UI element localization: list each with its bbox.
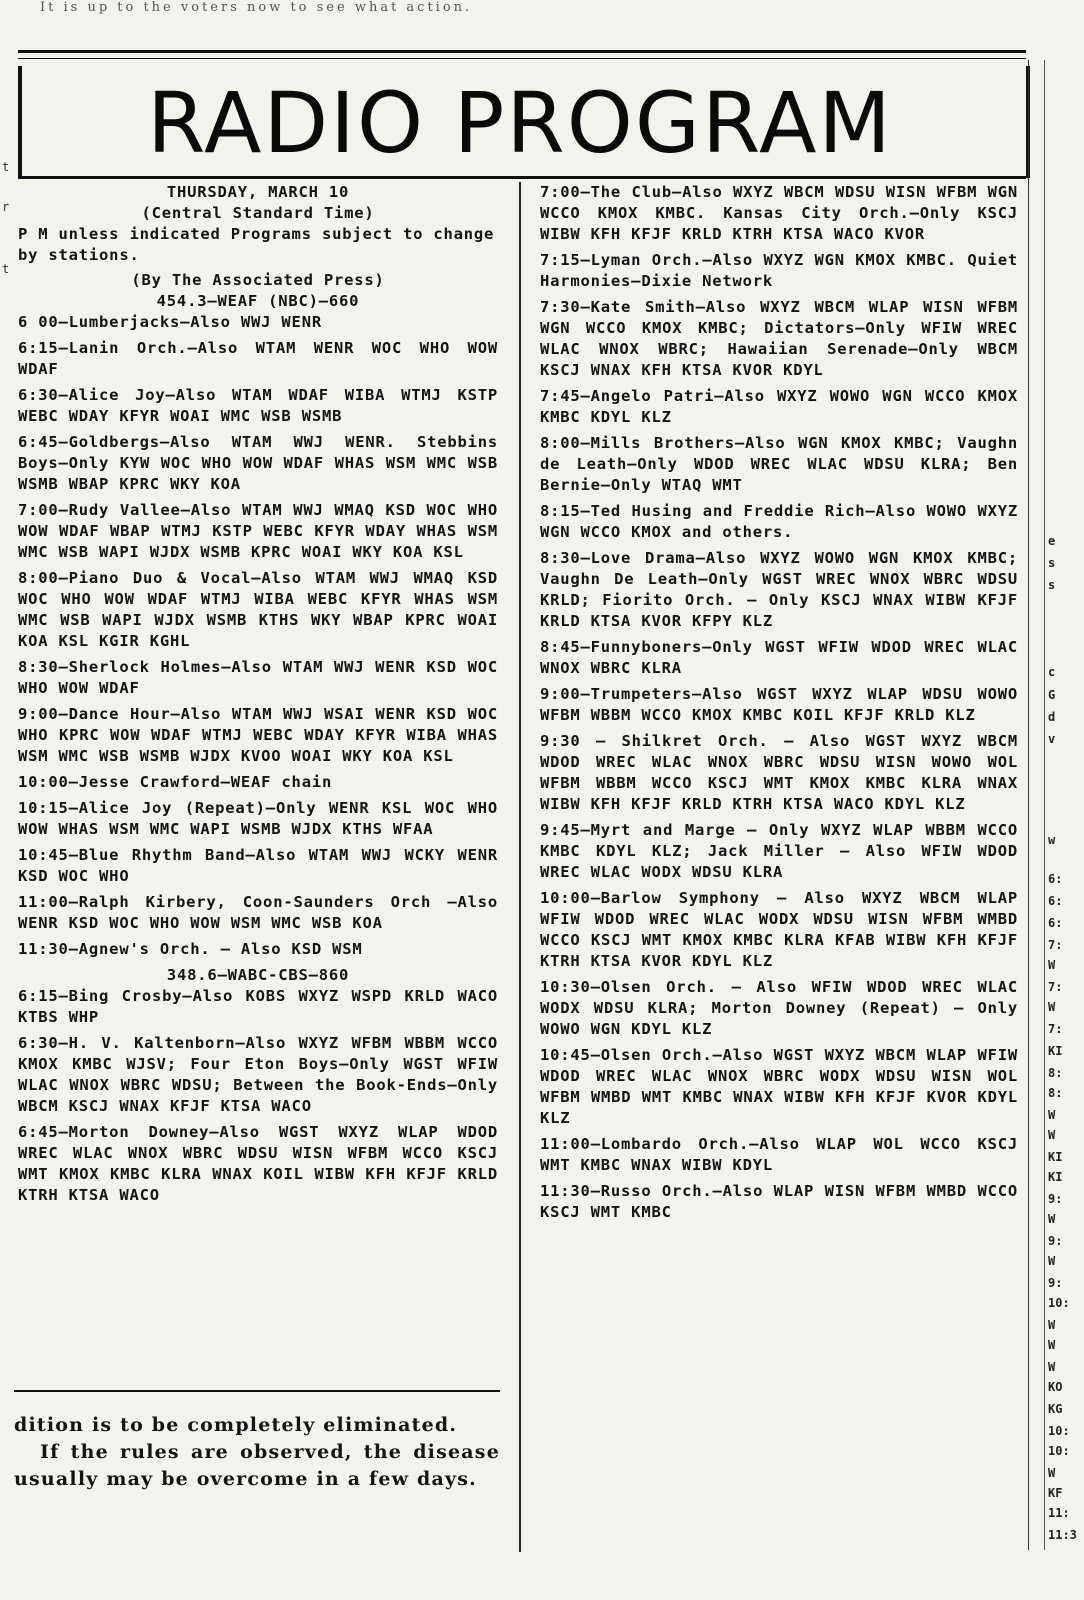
program-entry: 10:00—Jesse Crawford—WEAF chain — [18, 773, 333, 791]
edge-fragment: 7: — [1048, 980, 1063, 994]
edge-fragment: 8: — [1048, 1086, 1063, 1100]
top-text-fragment: It is up to the voters now to see what action. — [40, 0, 473, 14]
program-entry: 10:45—Blue Rhythm Band—Also WTAM WWJ WCKY WENR KSD WOC WHO — [18, 846, 498, 885]
program-entry: 11:30—Agnew's Orch. — Also KSD WSM — [18, 940, 363, 958]
edge-fragment: s — [1048, 556, 1056, 570]
margin-mark: t — [2, 160, 10, 174]
program-entry: 8:30—Love Drama—Also WXYZ WOWO WGN KMOX KMBC; Vaughn De Leath—Only WGST WREC WNOX WBRC WDSU KRLD; Fiorito Orch. — Only KSCJ WNAX WIBW KFJF KRLD KTSA KVOR KFPY KLZ — [540, 549, 1018, 630]
program-entry: 11:30—Russo Orch.—Also WLAP WISN WFBM WMBD WCCO KSCJ WMT KMBC — [540, 1182, 1018, 1221]
edge-fragment: 7: — [1048, 938, 1063, 952]
edge-fragment: W — [1048, 1212, 1056, 1226]
story-line: dition is to be completely eliminated. — [14, 1414, 458, 1436]
masthead-top-rule — [18, 50, 1026, 53]
edge-fragment: v — [1048, 732, 1056, 746]
program-entry: 6 00—Lumberjacks—Also WWJ WENR — [18, 313, 322, 331]
wire-credit: (By The Associated Press) — [131, 271, 385, 289]
edge-fragment: KF — [1048, 1486, 1063, 1500]
station-header-wabc: 348.6—WABC-CBS—860 — [166, 966, 350, 984]
edge-fragment: KI — [1048, 1150, 1063, 1164]
program-entry: 6:30—H. V. Kaltenborn—Also WXYZ WFBM WBBM WCCO KMOX KMBC WJSV; Four Eton Boys—Only WGST WFIW WLAC WNOX WBRC WDSU; Between the Book-Ends—Only WBCM KSCJ WNAX KFJF KTSA WACO — [18, 1034, 498, 1115]
edge-fragment: 6: — [1048, 916, 1063, 930]
program-entry: 10:00—Barlow Symphony — Also WXYZ WBCM WLAP WFIW WDOD WREC WLAC WODX WDSU WISN WFBM WMBD WCCO KSCJ WMT KMOX KMBC KLRA KFAB WIBW KFH KFJF KTRH KTSA KVOR KDYL KLZ — [540, 889, 1018, 970]
edge-fragment: s — [1048, 578, 1056, 592]
timezone-note: (Central Standard Time) — [141, 204, 375, 222]
column-divider — [519, 182, 521, 1552]
edge-fragment: 9: — [1048, 1276, 1063, 1290]
program-entry: 10:30—Olsen Orch. — Also WFIW WDOD WREC WLAC WODX WDSU KLRA; Morton Downey (Repeat) — Only WOWO WGN KDYL KLZ — [540, 978, 1018, 1038]
edge-fragment: W — [1048, 1128, 1056, 1142]
edge-fragment: W — [1048, 1000, 1056, 1014]
masthead-top-rule-thin — [18, 58, 1026, 59]
edge-fragment: KI — [1048, 1044, 1063, 1058]
program-entry: 8:00—Mills Brothers—Also WGN KMOX KMBC; Vaughn de Leath—Only WDOD WREC WLAC WDSU KLRA; Ben Bernie—Only WTAQ WMT — [540, 434, 1018, 494]
edge-fragment: W — [1048, 1254, 1056, 1268]
edge-fragment: W — [1048, 958, 1056, 972]
program-entry: 8:15—Ted Husing and Freddie Rich—Also WOWO WXYZ WGN WCCO KMOX and others. — [540, 502, 1018, 541]
program-entry: 6:15—Lanin Orch.—Also WTAM WENR WOC WHO WOW WDAF — [18, 339, 498, 378]
page-edge-line — [1028, 60, 1029, 1550]
edge-fragment: 9: — [1048, 1234, 1063, 1248]
edge-fragment: W — [1048, 1338, 1056, 1352]
edge-fragment: e — [1048, 534, 1056, 548]
program-entry: 6:15—Bing Crosby—Also KOBS WXYZ WSPD KRLD WACO KTBS WHP — [18, 987, 498, 1026]
program-entry: 10:15—Alice Joy (Repeat)—Only WENR KSL WOC WHO WOW WHAS WSM WMC WAPI WSMB WJDX KTHS WFAA — [18, 799, 498, 838]
left-listings-column — [18, 182, 498, 1211]
program-entry: 9:00—Trumpeters—Also WGST WXYZ WLAP WDSU WOWO WFBM WBBM WCCO KMOX KMBC KOIL KFJF KRLD KLZ — [540, 685, 1018, 724]
edge-fragment: 10: — [1048, 1424, 1070, 1438]
program-entry: 9:00—Dance Hour—Also WTAM WWJ WSAI WENR KSD WOC WHO KPRC WOW WDAF WTMJ WEBC WDAY KFYR WIBA WHAS WSM WMC WSB WSMB WJDX KVOO WOAI WKY KOA KSL — [18, 705, 498, 765]
program-entry: 7:30—Kate Smith—Also WXYZ WBCM WLAP WISN WFBM WGN WCCO KMOX KMBC; Dictators—Only WFIW WREC WLAC WNOX WBRC; Hawaiian Serenade—Only WBCM KSCJ WNAX KFH KTSA KVOR KDYL — [540, 298, 1018, 379]
edge-fragment: G — [1048, 688, 1056, 702]
edge-fragment: 6: — [1048, 894, 1063, 908]
masthead-bottom-rule — [18, 176, 1026, 179]
edge-fragment: w — [1048, 833, 1056, 847]
edge-fragment: 8: — [1048, 1066, 1063, 1080]
program-entry: 7:00—The Club—Also WXYZ WBCM WDSU WISN WFBM WGN WCCO KMOX KMBC. Kansas City Orch.—Only KSCJ WIBW KFH KFJF KRLD KTRH KTSA WACO KVOR — [540, 183, 1018, 243]
program-entry: 9:45—Myrt and Marge — Only WXYZ WLAP WBBM WCCO KMBC KDYL KLZ; Jack Miller — Also WFIW WDOD WREC WLAC WODX WDSU KLRA — [540, 821, 1018, 881]
story-paragraph: If the rules are observed, the disease usually may be overcome in a few days. — [14, 1441, 500, 1490]
masthead-title: RADIO PROGRAM — [147, 74, 893, 172]
story-fragment — [14, 1412, 500, 1493]
edge-fragment: 10: — [1048, 1296, 1070, 1310]
edge-fragment: KG — [1048, 1402, 1063, 1416]
edge-fragment: 10: — [1048, 1444, 1070, 1458]
program-entry: 6:30—Alice Joy—Also WTAM WDAF WIBA WTMJ KSTP WEBC WDAY KFYR WOAI WMC WSB WSMB — [18, 386, 498, 425]
dateline: THURSDAY, MARCH 10 — [166, 183, 350, 201]
edge-fragment: 6: — [1048, 872, 1063, 886]
schedule-note: P M unless indicated Programs subject to change by stations. — [18, 225, 495, 264]
program-entry: 11:00—Lombardo Orch.—Also WLAP WOL WCCO KSCJ WMT KMBC WNAX WIBW KDYL — [540, 1135, 1018, 1174]
margin-mark: r — [2, 200, 10, 214]
right-listings-column — [540, 182, 1018, 1228]
program-entry: 8:30—Sherlock Holmes—Also WTAM WWJ WENR KSD WOC WHO WOW WDAF — [18, 658, 498, 697]
edge-fragment: W — [1048, 1318, 1056, 1332]
edge-fragment: W — [1048, 1360, 1056, 1374]
program-entry: 10:45—Olsen Orch.—Also WGST WXYZ WBCM WLAP WFIW WDOD WREC WLAC WNOX WBRC WODX WDSU WISN WOL WFBM WMBD WMT KMBC WNAX WIBW KFH KFJF KVOR KDYL KLZ — [540, 1046, 1018, 1127]
edge-fragment: 11:3 — [1048, 1528, 1077, 1542]
edge-fragment: KI — [1048, 1170, 1063, 1184]
edge-fragment: W — [1048, 1466, 1056, 1480]
edge-fragment: 11: — [1048, 1506, 1070, 1520]
program-entry: 11:00—Ralph Kirbery, Coon-Saunders Orch —Also WENR KSD WOC WHO WOW WSM WMC WSB KOA — [18, 893, 498, 932]
margin-mark: t — [2, 262, 10, 276]
program-entry: 7:15—Lyman Orch.—Also WXYZ WGN KMOX KMBC. Quiet Harmonies—Dixie Network — [540, 251, 1018, 290]
program-entry: 9:30 — Shilkret Orch. — Also WGST WXYZ WBCM WDOD WREC WLAC WNOX WBRC WDSU WISN WOWO WOL WFBM WBBM WCCO KSCJ WMT KMOX KMBC KLRA WNAX WIBW KFH KFJF KRLD KTRH KTSA WACO KDYL KLZ — [540, 732, 1018, 813]
edge-fragment: KO — [1048, 1380, 1063, 1394]
program-entry: 6:45—Morton Downey—Also WGST WXYZ WLAP WDOD WREC WLAC WNOX WBRC WDSU WISN WFBM WCCO KSCJ WMT KMOX KMBC KLRA WNAX KOIL WIBW KFH KFJF KRLD KTRH KTSA WACO — [18, 1123, 498, 1204]
edge-fragment: 9: — [1048, 1192, 1063, 1206]
story-separator-rule — [14, 1390, 500, 1392]
edge-fragment: 7: — [1048, 1022, 1063, 1036]
edge-fragment: W — [1048, 1108, 1056, 1122]
edge-fragment: d — [1048, 710, 1056, 724]
program-entry: 7:45—Angelo Patri—Also WXYZ WOWO WGN WCCO KMOX KMBC KDYL KLZ — [540, 387, 1018, 426]
page-edge-line-2 — [1044, 60, 1045, 1550]
adjacent-column-fragments — [1048, 0, 1084, 1600]
station-header-weaf: 454.3—WEAF (NBC)—660 — [156, 292, 360, 310]
program-entry: 8:00—Piano Duo & Vocal—Also WTAM WWJ WMAQ KSD WOC WHO WOW WDAF WTMJ WIBA WEBC KFYR WHAS WSM WMC WSB WAPI WJDX WSMB KTHS WKY WBAP KPRC WOAI KOA KSL KGIR KGHL — [18, 569, 498, 650]
program-entry: 8:45—Funnyboners—Only WGST WFIW WDOD WREC WLAC WNOX WBRC KLRA — [540, 638, 1018, 677]
program-entry: 7:00—Rudy Vallee—Also WTAM WWJ WMAQ KSD WOC WHO WOW WDAF WBAP WTMJ KSTP WEBC KFYR WDAY WHAS WSM WMC WSB WAPI WJDX WSMB KPRC WOAI WKY KOA KSL — [18, 501, 498, 561]
edge-fragment: c — [1048, 665, 1056, 679]
program-entry: 6:45—Goldbergs—Also WTAM WWJ WENR. Stebbins Boys—Only KYW WOC WHO WOW WDAF WHAS WSM WMC WSB WSMB WBAP KPRC WKY KOA — [18, 433, 498, 493]
